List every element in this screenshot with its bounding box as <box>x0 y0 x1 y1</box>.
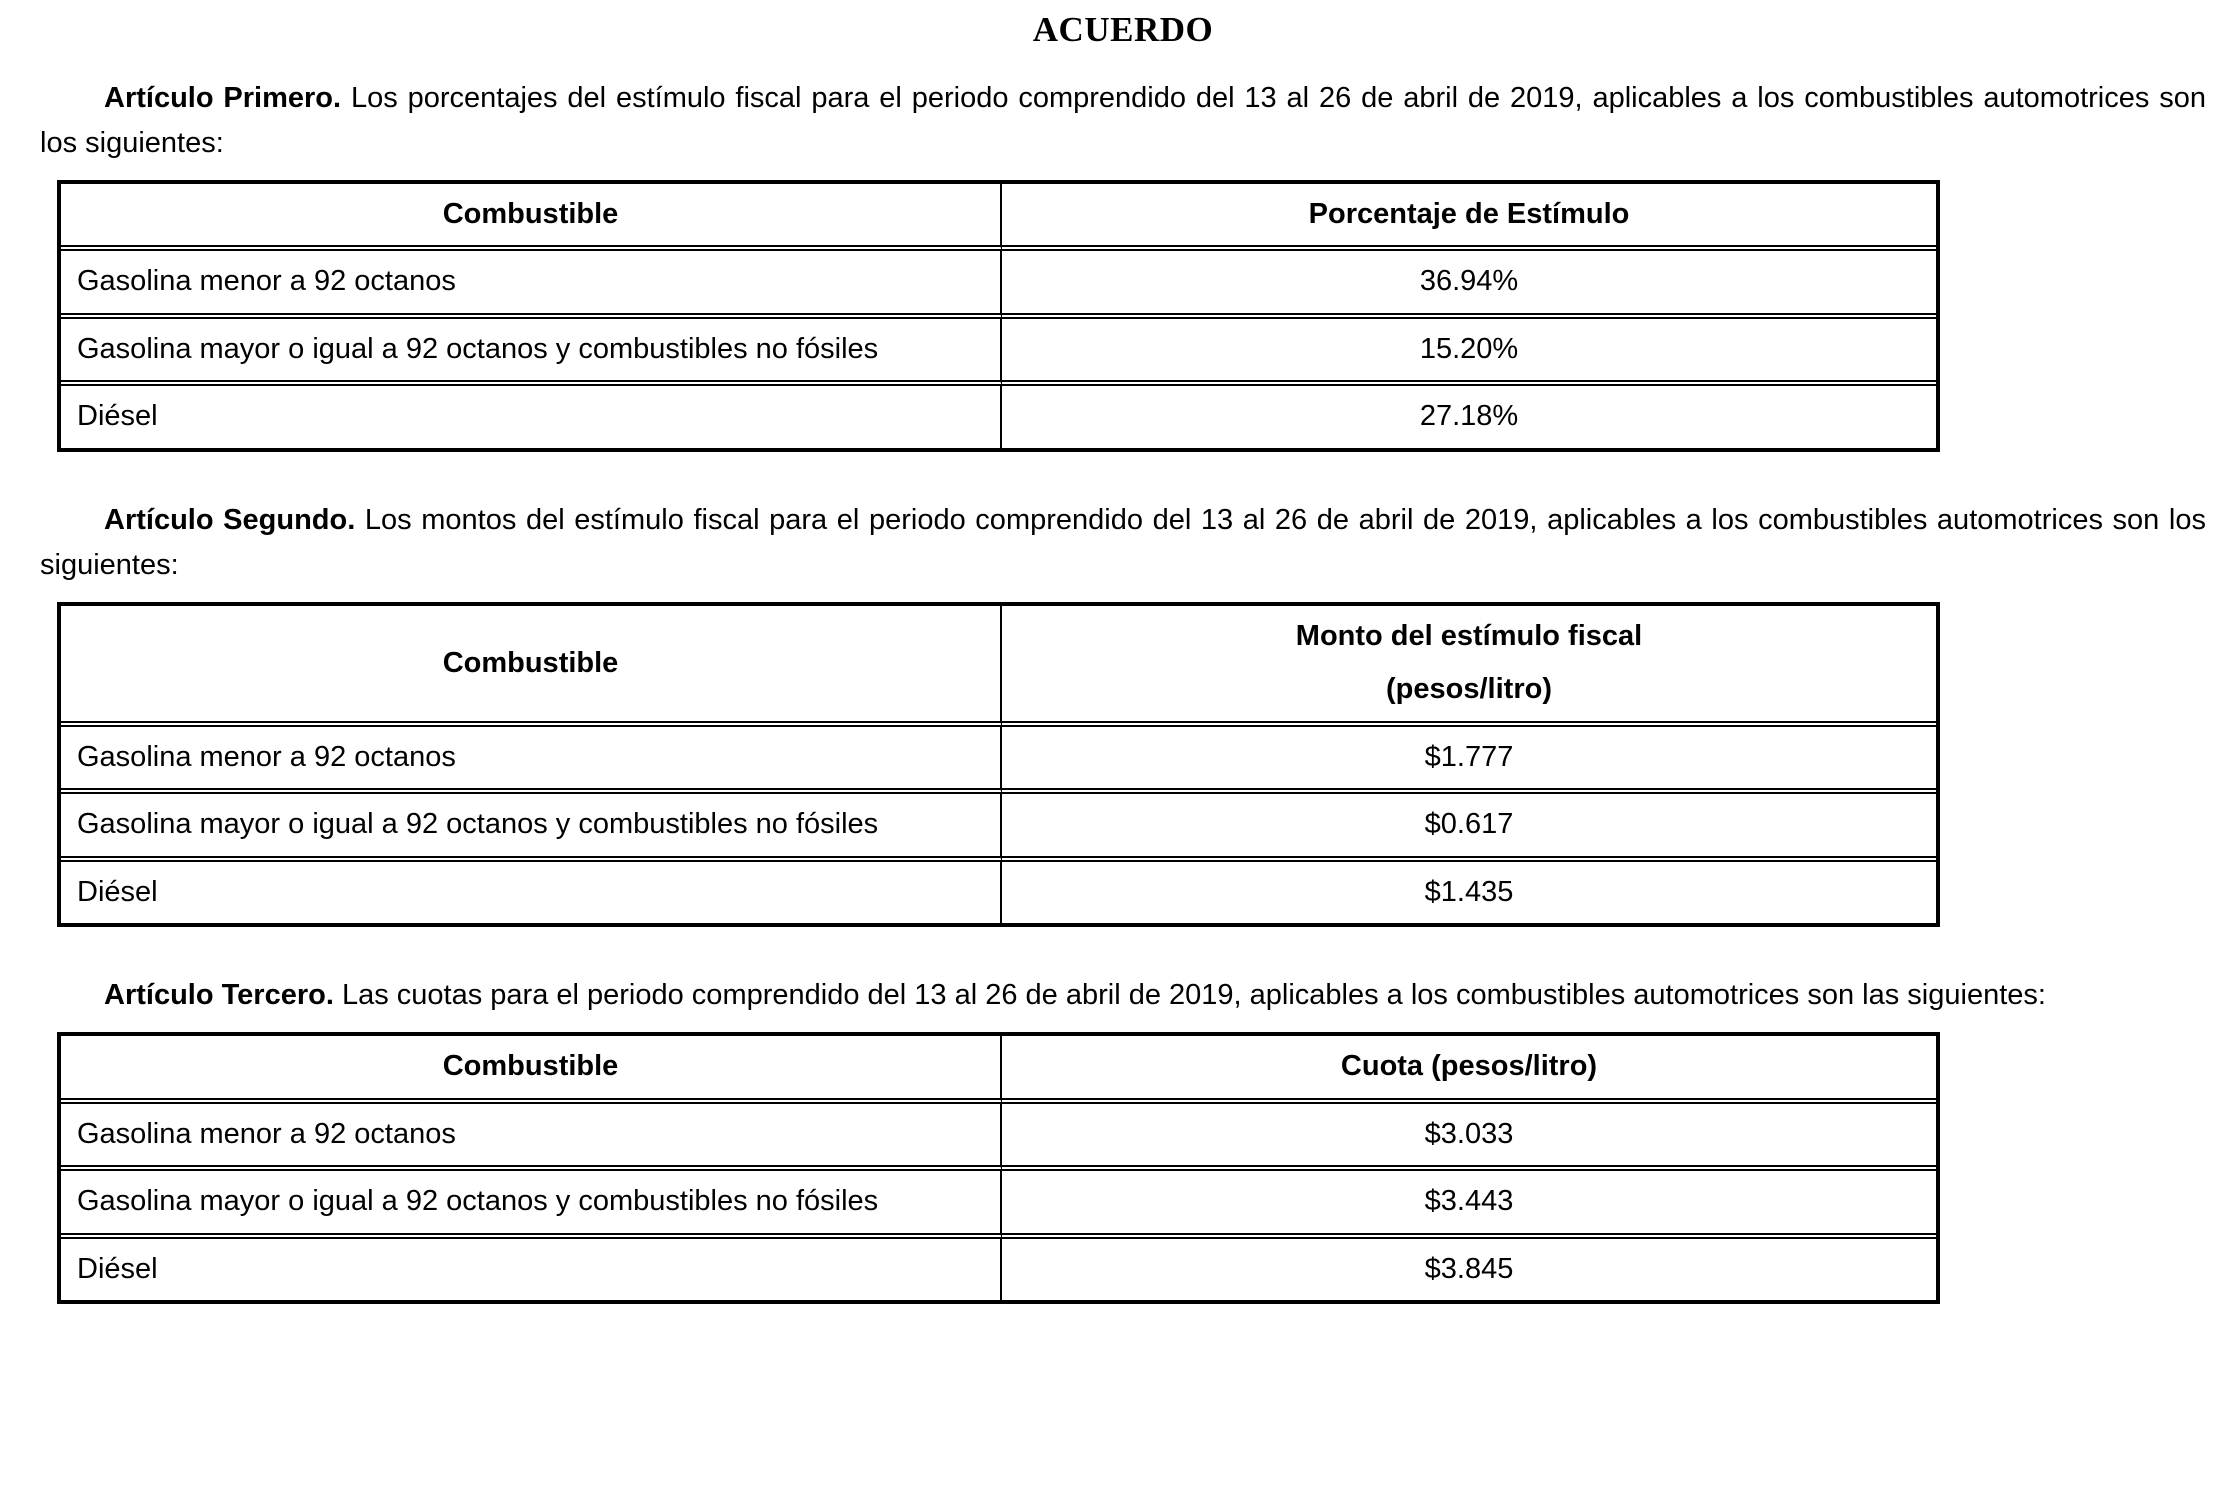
article-2-label: Artículo Segundo. <box>104 503 356 536</box>
article-2-paragraph <box>40 498 2206 588</box>
value-cell: $0.617 <box>1002 794 1936 862</box>
table-row <box>61 1171 1936 1239</box>
quota-column-header <box>1002 1036 1936 1104</box>
fuel-cell: Diésel <box>61 1239 1002 1301</box>
value-cell: 15.20% <box>1002 319 1936 387</box>
table-row <box>61 794 1936 862</box>
article-1-paragraph <box>40 76 2206 166</box>
article-3-table <box>57 1032 1940 1304</box>
article-1-table-header-row <box>61 184 1936 252</box>
article-2-text: Los montos del estímulo fiscal para el periodo comprendido del 13 al 26 de abril de 2019, aplicables a los combustibles automotrices son los siguientes: <box>40 503 2206 581</box>
article-1-text: Los porcentajes del estímulo fiscal para el periodo comprendido del 13 al 26 de abril de 2019, aplicables a los combustibles automotrices son los siguientes: <box>40 82 2206 159</box>
percentage-column-header <box>1002 184 1936 252</box>
fuel-cell: Gasolina mayor o igual a 92 octanos y combustibles no fósiles <box>61 794 1002 862</box>
document-title: ACUERDO <box>1032 10 1214 49</box>
table-row <box>61 862 1936 924</box>
article-2-table <box>57 602 1940 928</box>
fuel-cell: Gasolina menor a 92 octanos <box>61 727 1002 795</box>
fuel-column-header: Combustible <box>61 1036 1002 1104</box>
amount-column-header-line1: Monto del estímulo fiscal <box>1295 619 1643 652</box>
article-1-table <box>57 180 1940 452</box>
article-3-paragraph <box>40 973 2206 1018</box>
table-row <box>61 319 1936 387</box>
table-row <box>61 251 1936 319</box>
article-3-label: Artículo Tercero. <box>104 979 334 1012</box>
value-cell: 36.94% <box>1002 251 1936 319</box>
fuel-cell: Gasolina mayor o igual a 92 octanos y combustibles no fósiles <box>61 1171 1002 1239</box>
fuel-cell: Gasolina mayor o igual a 92 octanos y combustibles no fósiles <box>61 319 1002 387</box>
amount-column-header-line2: (pesos/litro) <box>1386 673 1552 706</box>
article-1-label: Artículo Primero. <box>104 82 342 114</box>
fuel-column-header: Combustible <box>61 184 1002 252</box>
value-cell: 27.18% <box>1419 400 1519 433</box>
fuel-cell: Diésel <box>61 862 1002 924</box>
table-row <box>61 1239 1936 1301</box>
table-row <box>61 727 1936 795</box>
amount-column-header <box>1002 606 1936 727</box>
value-cell: $3.443 <box>1002 1171 1936 1239</box>
fuel-column-header: Combustible <box>61 606 1002 727</box>
table-row <box>61 1104 1936 1172</box>
article-3-text: Las cuotas para el periodo comprendido del 13 al 26 de abril de 2019, aplicables a los combustibles automotrices son las siguientes: <box>341 979 2046 1012</box>
value-cell: $1.777 <box>1002 727 1936 795</box>
fuel-cell: Diésel <box>61 386 1002 448</box>
quota-column-header-line1: Cuota (pesos/litro) <box>1340 1050 1598 1083</box>
value-cell: $3.033 <box>1002 1104 1936 1172</box>
fuel-cell: Gasolina menor a 92 octanos <box>61 1104 1002 1172</box>
article-3-table-header-row <box>61 1036 1936 1104</box>
value-cell: $3.845 <box>1424 1252 1514 1285</box>
value-cell: $1.435 <box>1424 875 1514 908</box>
article-2-table-header-row <box>61 606 1936 727</box>
table-row <box>61 386 1936 448</box>
fuel-cell: Gasolina menor a 92 octanos <box>61 251 1002 319</box>
percentage-column-header-line1: Porcentaje de Estímulo <box>1308 197 1630 230</box>
